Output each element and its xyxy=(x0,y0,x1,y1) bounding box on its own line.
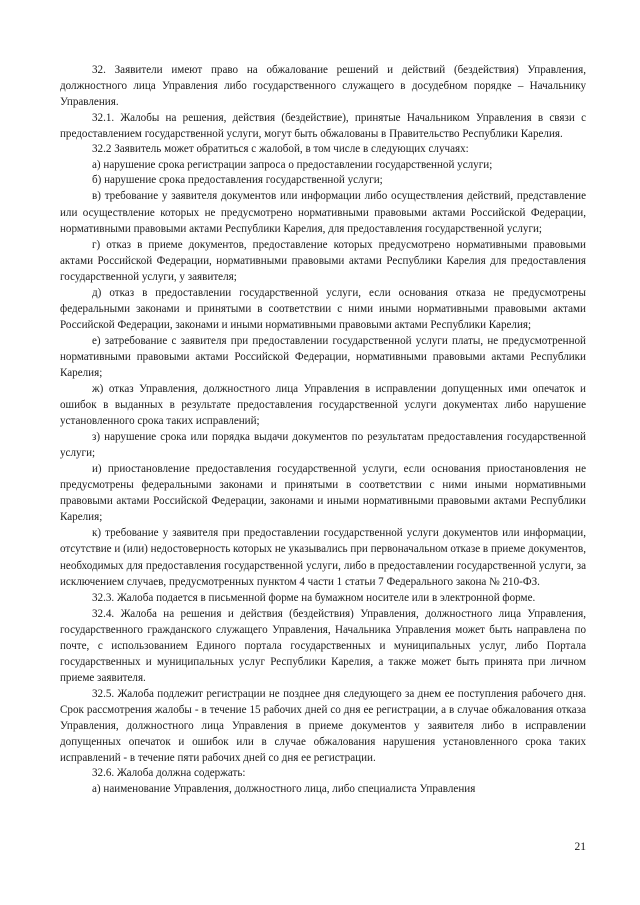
paragraph-32-3: 32.3. Жалоба подается в письменной форме на бумажном носителе или в электронной форме. xyxy=(92,591,536,604)
document-body xyxy=(60,62,586,797)
page-number: 21 xyxy=(574,841,586,853)
list-item-z: з) нарушение срока или порядка выдачи документов по результатам предоставления государственной услуги; xyxy=(60,431,586,460)
paragraph-32-6: 32.6. Жалоба должна содержать: xyxy=(92,767,246,780)
paragraph-32-2: 32.2 Заявитель может обратиться с жалобой, в том числе в следующих случаях: xyxy=(92,143,469,156)
list-item-v: в) требование у заявителя документов или информации либо осуществления действий, представление или осуществление которых не предусмотрено нормативными правовыми актами Российской Федерации, нормативными правовыми актами Республики Карелия, для предоставления государственной услуги; xyxy=(60,190,586,235)
list-item-zh: ж) отказ Управления, должностного лица Управления в исправлении допущенных ими опечаток и ошибок в выданных в результате предоставления государственной услуги документах либо нарушение установленного срока таких исправлений; xyxy=(60,383,586,428)
list-item-a: а) нарушение срока регистрации запроса о предоставлении государственной услуги; xyxy=(92,158,493,171)
list-item-i: и) приостановление предоставления государственной услуги, если основания приостановления не предусмотрены федеральными законами и принятыми в соответствии с ними иными нормативными правовыми актами Российской Федерации, законами и иными нормативными правовыми актами Республики Карелия; xyxy=(60,463,586,524)
list-item-k: к) требование у заявителя при предоставлении государственной услуги документов или информации, отсутствие и (или) недостоверность которых не указывались при первоначальном отказе в приеме документов, необходимых для предоставления государственной услуги, либо в предоставлении государственной услуги, за исключением случаев, предусмотренных пунктом 4 части 1 статьи 7 Федерального закона № 210-ФЗ. xyxy=(60,527,586,588)
list-item-e: е) затребование с заявителя при предоставлении государственной услуги платы, не предусмотренной нормативными правовыми актами Российской Федерации, нормативными правовыми актами Республики Карелия; xyxy=(60,334,586,379)
paragraph-32: 32. Заявители имеют право на обжалование решений и действий (бездействия) Управления, должностного лица Управления либо государственного служащего в досудебном порядке – Начальнику Управления. xyxy=(60,64,586,109)
paragraph-32-5: 32.5. Жалоба подлежит регистрации не позднее дня следующего за днем ее поступления рабочего дня. Срок рассмотрения жалобы - в течение 15 рабочих дней со дня ее регистрации, а в случае обжалования отказа Управления, должностного лица Управления в приеме документов у заявителя либо в исправлении допущенных опечаток и ошибок или в случае обжалования нарушения установленного срока таких исправлений - в течение пяти рабочих дней со дня ее регистрации. xyxy=(60,687,586,765)
paragraph-32-1: 32.1. Жалобы на решения, действия (бездействие), принятые Начальником Управления в связи с предоставлением государственной услуги, могут быть обжалованы в Правительство Республики Карелия. xyxy=(60,112,586,141)
list-item-g: г) отказ в приеме документов, предоставление которых предусмотрено нормативными правовыми актами Российской Федерации, нормативными правовыми актами Республики Карелия для предоставления государственной услуги, у заявителя; xyxy=(60,238,586,283)
list-item-b: б) нарушение срока предоставления государственной услуги; xyxy=(92,174,383,187)
list-item-6a: а) наименование Управления, должностного лица, либо специалиста Управления xyxy=(92,782,476,795)
list-item-d: д) отказ в предоставлении государственной услуги, если основания отказа не предусмотрены федеральными законами и принятыми в соответствии с ними иными нормативными правовыми актами Российской Федерации, законами и иными нормативными правовыми актами Республики Карелия; xyxy=(60,286,586,331)
paragraph-32-4: 32.4. Жалоба на решения и действия (бездействия) Управления, должностного лица Управления, государственного гражданского служащего Управления, Начальника Управления может быть направлена по почте, с использованием Единого портала государственных и муниципальных услуг, либо Портала государственных и муниципальных услуг Республики Карелия, а также может быть принята при личном приеме заявителя. xyxy=(60,607,586,684)
